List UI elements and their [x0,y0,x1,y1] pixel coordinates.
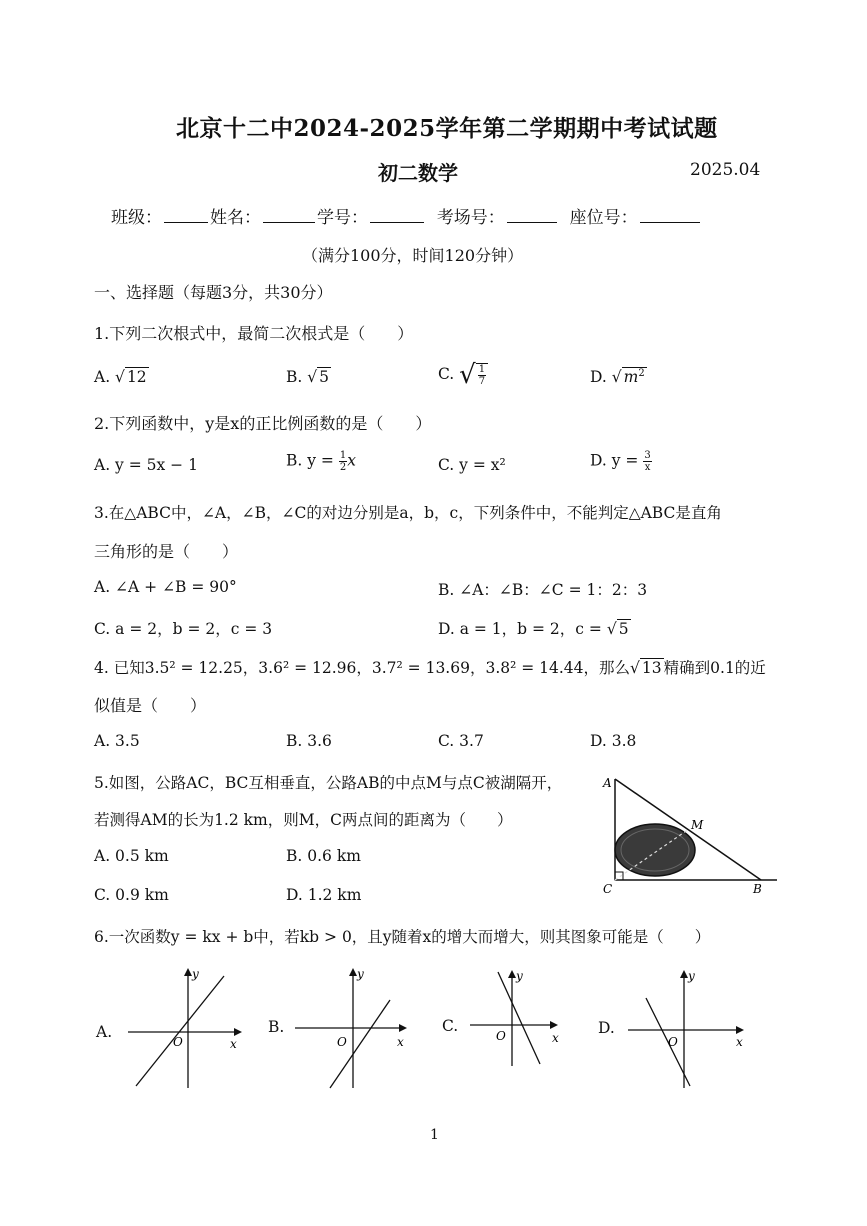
q4-stem-part1: 4. 已知3.5² = 12.25，3.6² = 12.96，3.7² = 13.69，3.8² = 14.44，那么 [94,659,631,677]
variable: m [623,368,639,387]
origin-label: O [496,1029,506,1043]
exam-note: （满分100分，时间120分钟） [302,246,524,265]
q5-stem-line2: 若测得AM的长为1.2 km，则M，C两点间的距离为（ ） [94,811,513,829]
lake-shape [615,824,695,876]
fraction [476,363,488,387]
exam-title: 北京十二中2024-2025学年第二学期期中考试试题 [176,115,718,142]
x-axis-arrow [736,1026,744,1034]
exam-room-label: 考场号： [436,208,505,228]
function-line [136,976,224,1086]
q1-option-b[interactable]: B. √ 5 [286,368,330,386]
point-a-label: A [603,776,612,790]
exponent: 2 [638,368,645,379]
y-axis-label: y [357,967,364,981]
q4-option-b[interactable]: B. 3.6 [286,732,332,750]
option-label: B. [286,368,303,386]
q1-stem: 1.下列二次根式中，最简二次根式是（ ） [94,324,414,343]
radicand: 5 [618,620,629,638]
x-axis-arrow [234,1028,242,1036]
y-axis-arrow [184,968,192,976]
q1-option-d[interactable]: D. √ $m^2$ [590,368,645,387]
q6-stem: 6.一次函数y = kx + b中，若kb > 0，且y随着x的增大而增大，则其图象可能是（ ） [94,928,711,946]
q2-option-b[interactable] [286,450,356,473]
origin-label: O [173,1035,183,1049]
origin-label: O [668,1035,678,1049]
x-axis-label: x [230,1037,237,1051]
radicand: 13 [641,659,662,677]
section-heading: 一、选择题（每题3分，共30分） [94,283,333,302]
q4-stem-line1: 4. 已知3.5² = 12.25，3.6² = 12.96，3.7² = 13.69，3.8² = 14.44，那么√ 13 精确到0.1的近 [94,659,766,677]
function-line [498,972,540,1064]
q1-option-a[interactable]: A. √ 12 [94,368,147,386]
variable: x [347,451,356,470]
q4-stem-line2: 似值是（ ） [94,696,207,715]
y-axis-label: y [688,969,695,983]
name-blank[interactable] [263,208,315,223]
fraction [339,450,347,473]
denominator: x [644,462,651,473]
x-axis-label: x [397,1035,404,1049]
q4-option-d[interactable]: D. 3.8 [590,732,637,750]
seat-blank[interactable] [640,208,700,223]
x-axis-label: x [552,1031,559,1045]
q3-option-b[interactable]: B. ∠A：∠B：∠C = 1：2：3 [438,581,648,599]
name-label: 姓名： [210,208,261,228]
q2-option-d[interactable] [590,450,652,473]
point-m-label: M [691,818,704,832]
exam-room-blank[interactable] [507,208,557,223]
q6-option-d-label[interactable]: D. [598,1019,615,1037]
numerator: 1 [339,450,347,461]
y-axis-arrow [349,968,357,976]
x-axis-arrow [550,1021,558,1029]
q3-option-a[interactable]: A. ∠A + ∠B = 90° [94,578,237,596]
q2-option-a[interactable]: A. y = 5x − 1 [94,456,198,474]
q4-option-c[interactable]: C. 3.7 [438,732,484,750]
y-axis-arrow [680,970,688,978]
q5-option-a[interactable]: A. 0.5 km [94,847,169,865]
q5-option-d[interactable]: D. 1.2 km [286,886,362,904]
q6-graph-d[interactable] [618,960,753,1090]
denominator: 7 [478,376,486,387]
option-label: D. a = 1，b = 2，c = [438,620,602,638]
subject-title: 初二数学 [378,161,458,185]
q6-option-c-label[interactable]: C. [442,1017,459,1035]
q2-stem: 2.下列函数中，y是x的正比例函数的是（ ） [94,414,432,433]
option-label: D. [590,368,607,387]
q6-option-b-label[interactable]: B. [268,1018,285,1036]
y-axis-arrow [508,970,516,978]
fraction [643,450,651,473]
numerator: 1 [478,364,486,375]
y-axis-label: y [192,967,199,981]
y-axis-label: y [516,969,523,983]
q3-stem-line2: 三角形的是（ ） [94,542,239,561]
option-label: A. [94,368,111,386]
point-b-label: B [753,882,762,896]
denominator: 2 [339,462,347,473]
seat-label: 座位号： [569,208,638,228]
q6-graph-a[interactable] [118,960,248,1090]
exam-date: 2025.04 [690,160,761,180]
q3-option-c[interactable]: C. a = 2，b = 2，c = 3 [94,620,273,638]
student-id-blank[interactable] [370,208,424,223]
q5-option-c[interactable]: C. 0.9 km [94,886,169,904]
class-label: 班级： [111,208,162,228]
q6-graph-b[interactable] [285,960,415,1090]
q3-stem-line1: 3.在△ABC中，∠A，∠B，∠C的对边分别是a，b，c，下列条件中，不能判定△ABC是直角 [94,504,722,522]
q5-option-b[interactable]: B. 0.6 km [286,847,361,865]
page-number: 1 [430,1127,439,1143]
option-label: D. y = [590,451,639,470]
q6-option-a-label[interactable]: A. [96,1023,113,1041]
radicand [622,367,647,386]
q4-option-a[interactable]: A. 3.5 [94,732,140,750]
point-c-label: C [603,882,613,896]
origin-label: O [337,1035,347,1049]
option-label: C. [438,365,455,383]
class-blank[interactable] [164,208,208,223]
q3-option-d[interactable]: D. a = 1，b = 2，c = √ 5 [438,620,629,638]
radicand: 12 [126,368,147,386]
numerator: 3 [644,450,651,461]
q6-graph-c[interactable] [460,960,570,1070]
q4-stem-part2: 精确到0.1的近 [663,659,766,677]
student-id-label: 学号： [317,208,368,228]
x-axis-label: x [736,1035,743,1049]
q1-option-c[interactable]: C. √ $\frac{1}{7}$ [438,360,488,390]
student-info-line [111,203,702,228]
q5-triangle-figure [595,765,785,897]
q5-stem-line1: 5.如图，公路AC，BC互相垂直，公路AB的中点M与点C被湖隔开， [94,774,563,792]
x-axis-arrow [399,1024,407,1032]
q2-option-c[interactable]: C. y = x² [438,456,506,474]
option-label: B. y = [286,451,334,470]
radicand: 5 [319,368,330,386]
